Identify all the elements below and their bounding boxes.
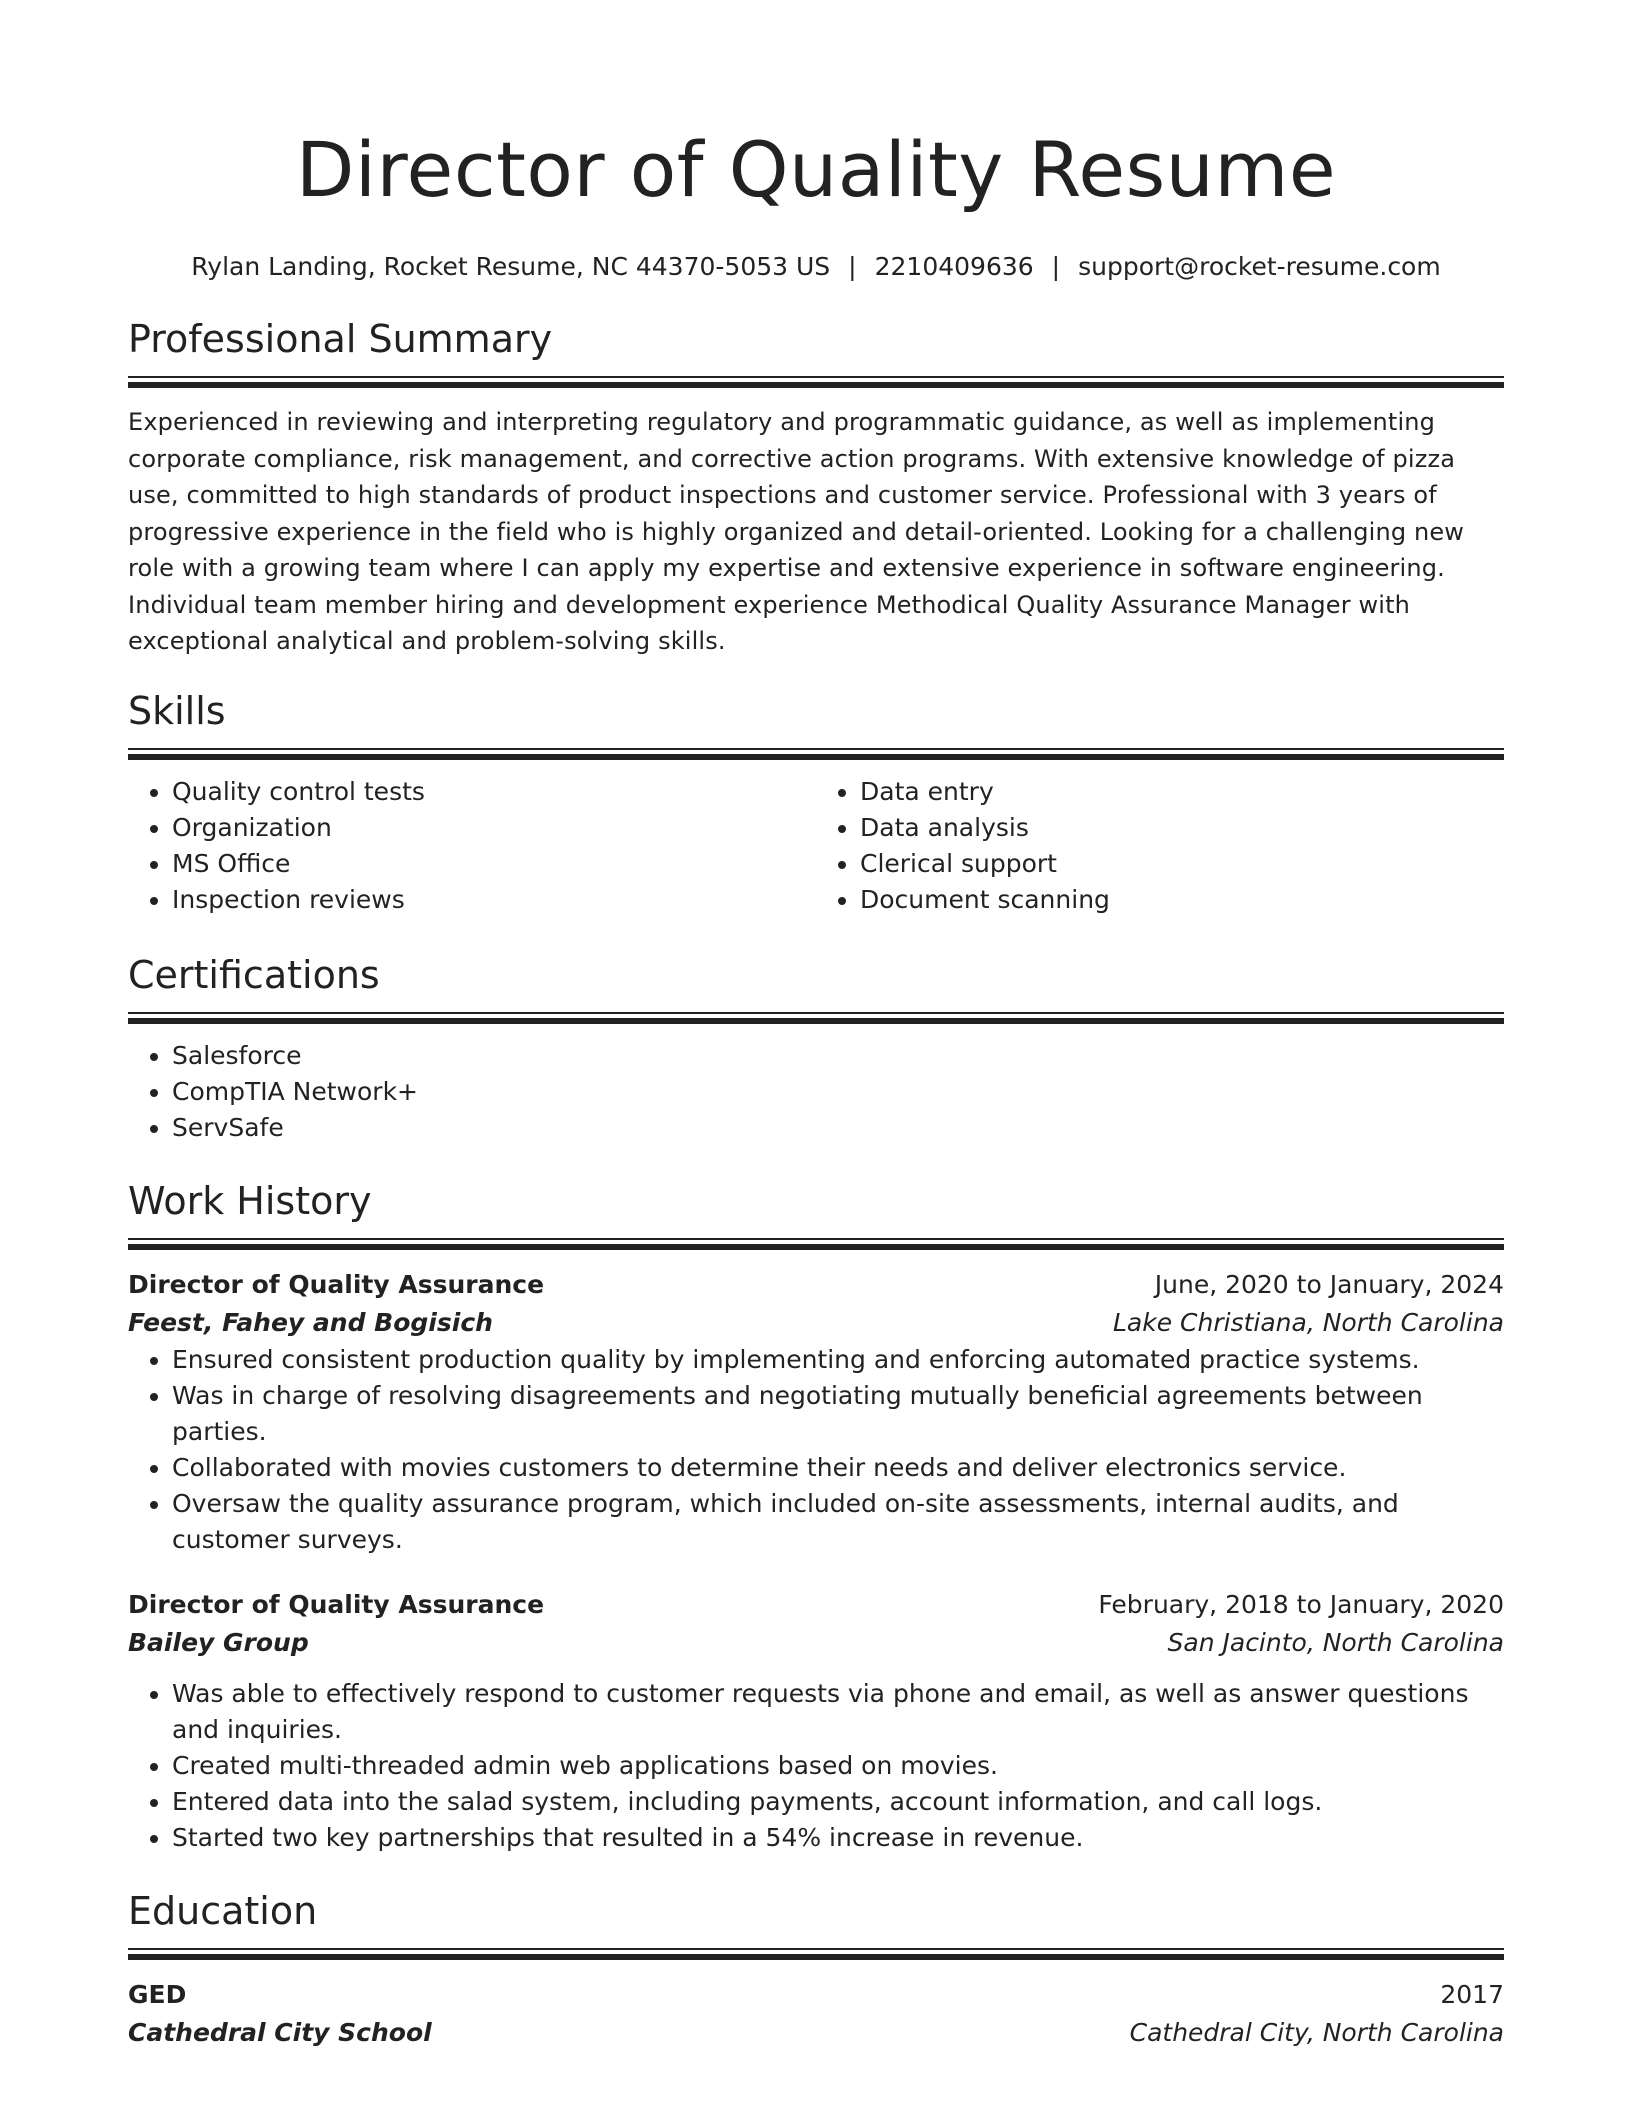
contact-email: support@rocket-resume.com (1078, 252, 1441, 281)
job-dates: June, 2020 to January, 2024 (1154, 1269, 1504, 1299)
job-dates: February, 2018 to January, 2020 (1098, 1589, 1504, 1619)
job-subheader (128, 1624, 1504, 1662)
section-divider (128, 1948, 1504, 1960)
contact-address: Rylan Landing, Rocket Resume, NC 44370-5053 US (191, 252, 831, 281)
skill-item: • Data analysis (860, 810, 1504, 846)
job-title: Director of Quality Assurance (128, 1589, 545, 1619)
education-school: Cathedral City School (128, 2017, 432, 2047)
certification-item: • CompTIA Network+ (172, 1074, 1504, 1110)
contact-phone: 2210409636 (874, 252, 1034, 281)
section-divider (128, 1012, 1504, 1024)
certification-item: • Salesforce (172, 1038, 1504, 1074)
skill-item: • MS Office (172, 846, 816, 882)
job-company: Feest, Fahey and Bogisich (128, 1307, 493, 1337)
skills-column-right (816, 774, 1504, 918)
job-duty: • Oversaw the quality assurance program, which included on-site assessments, internal audits, and customer surveys. (172, 1486, 1504, 1558)
contact-separator: | (1051, 252, 1061, 281)
certifications-list (128, 1038, 1504, 1146)
job-duty: • Ensured consistent production quality by implementing and enforcing automated practice systems. (172, 1342, 1504, 1378)
section-heading: Certifications (128, 952, 380, 997)
skill-item: • Document scanning (860, 882, 1504, 918)
job-duty: • Collaborated with movies customers to determine their needs and deliver electronics service. (172, 1450, 1504, 1486)
job-duty: • Entered data into the salad system, including payments, account information, and call logs. (172, 1784, 1504, 1820)
job-location: Lake Christiana, North Carolina (1112, 1307, 1504, 1337)
skill-item: • Organization (172, 810, 816, 846)
skill-item: • Quality control tests (172, 774, 816, 810)
summary-section (128, 314, 1504, 660)
section-divider (128, 1238, 1504, 1250)
education-location: Cathedral City, North Carolina (1129, 2017, 1504, 2047)
skill-item: • Data entry (860, 774, 1504, 810)
skill-item: • Inspection reviews (172, 882, 816, 918)
job-duty: • Was able to effectively respond to customer requests via phone and email, as well as answer questions and inquiries. (172, 1676, 1504, 1748)
job-duty: • Created multi-threaded admin web applications based on movies. (172, 1748, 1504, 1784)
section-heading: Skills (128, 688, 226, 733)
section-divider (128, 376, 1504, 388)
education-subheader (128, 2014, 1504, 2052)
education-degree: GED (128, 1979, 187, 2009)
job-entry (128, 1266, 1504, 1558)
job-duties (128, 1676, 1504, 1856)
education-entry (128, 1976, 1504, 2052)
education-section (128, 1886, 1504, 2052)
skills-column-left (128, 774, 816, 918)
job-location: San Jacinto, North Carolina (1167, 1627, 1504, 1657)
job-duty: • Started two key partnerships that resulted in a 54% increase in revenue. (172, 1820, 1504, 1856)
job-subheader (128, 1304, 1504, 1342)
job-duties (128, 1342, 1504, 1558)
education-year: 2017 (1440, 1979, 1504, 2009)
certifications-section (128, 950, 1504, 1146)
contact-line (128, 250, 1504, 284)
section-divider (128, 748, 1504, 760)
resume-title: Director of Quality Resume (295, 125, 1337, 214)
certification-item: • ServSafe (172, 1110, 1504, 1146)
work-history-section (128, 1176, 1504, 1856)
education-header (128, 1976, 1504, 2014)
job-title: Director of Quality Assurance (128, 1269, 545, 1299)
resume-page (128, 0, 1504, 2052)
job-entry (128, 1586, 1504, 1856)
job-header (128, 1266, 1504, 1304)
job-duty: • Was in charge of resolving disagreements and negotiating mutually beneficial agreements between parties. (172, 1378, 1504, 1450)
section-heading: Education (128, 1888, 318, 1933)
summary-text: Experienced in reviewing and interpreting regulatory and programmatic guidance, as well as implementing corporate compliance, risk management, and corrective action programs. With extensive knowledge of pizza use, committed to high standards of product inspections and customer service. Professional with 3 years of progressive experience in the field who is highly organized and detail-oriented. Looking for a challenging new role with a growing team where I can apply my expertise and extensive experience in software engineering. Individual team member hiring and development experience Methodical Quality Assurance Manager with exceptional analytical and problem-solving skills. (128, 408, 1465, 655)
contact-separator: | (848, 252, 857, 281)
skills-list (128, 774, 1504, 918)
job-header (128, 1586, 1504, 1624)
section-heading: Work History (128, 1178, 372, 1223)
section-heading: Professional Summary (128, 317, 553, 361)
skills-section (128, 686, 1504, 918)
job-company: Bailey Group (128, 1627, 309, 1657)
skill-item: • Clerical support (860, 846, 1504, 882)
